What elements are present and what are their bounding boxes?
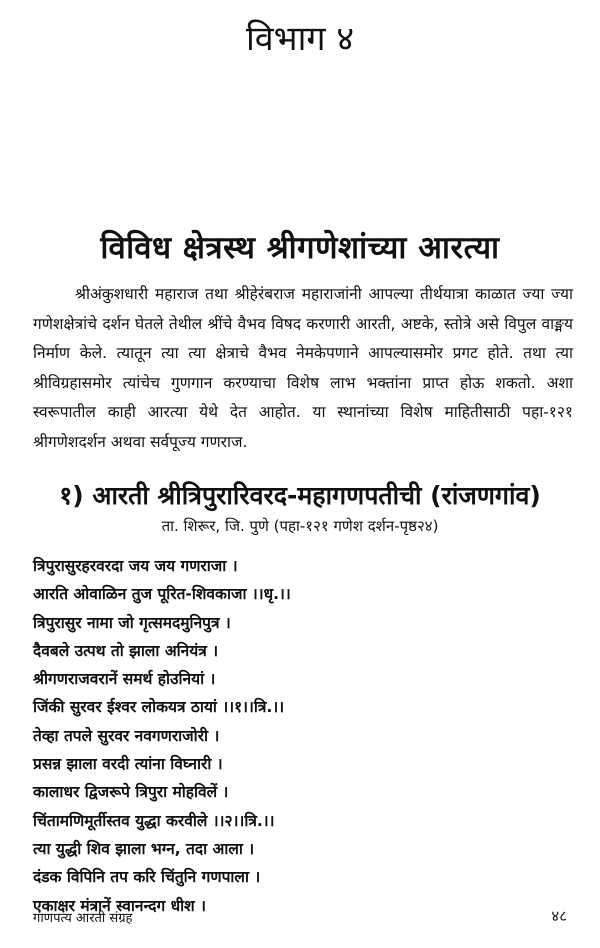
verse-list <box>33 552 573 920</box>
aarti-location: ता. शिरूर, जि. पुणे (पहा-१२१ गणेश दर्शन-पृष्ठ२४) <box>161 517 439 535</box>
verse-line: दैवबले उत्पथ तो झाला अनियंत्र । <box>33 641 219 660</box>
section-title: विभाग ४ <box>245 19 355 59</box>
verse-line: तेव्हा तपले सुरवर नवगणराजोरी । <box>33 726 220 745</box>
intro-paragraph: श्रीअंकुशधारी महाराज तथा श्रीहेरंबराज महाराजांनी आपल्या तीर्थयात्रा काळात ज्या ज्या गणेशक्षेत्रांचे दर्शन घेतले तेथील श्रींचे वैभव विषद करणारी आरती, अष्टके, स्तोत्रे असे विपुल वाङ्मय निर्माण केले. त्यातून त्या त्या क्षेत्राचे वैभव नेमकेपणाने आपल्यासमोर प्रगट होते. तथा त्या श्रीविग्रहासमोर त्यांचेच गुणगान करण्याचा विशेष लाभ भक्तांना प्राप्त होऊ शकतो. अशा स्वरूपातील काही आरत्या येथे देत आहोत. या स्थानांच्या विशेष माहितीसाठी पहा-१२१ श्रीगणेशदर्शन अथवा सर्वपूज्य गणराज. <box>33 285 573 451</box>
verse-line: जिंकी सुरवर ईश्वर लोकयत्र ठायां ।।१।।त्रि.।। <box>33 698 285 717</box>
verse-line: आरति ओवाळिन तुज पूरित-शिवकाजा ।।धृ.।। <box>33 585 291 604</box>
verse-line: प्रसन्न झाला वरदी त्यांना विघ्नारी । <box>33 755 223 774</box>
verse-line: श्रीगणराजवरानें समर्थ होउनियां । <box>33 670 216 689</box>
verse-line: कालाधर द्विजरूपे त्रिपुरा मोहविलें । <box>33 783 229 802</box>
verse-line: त्या युद्धी शिव झाला भग्न, तदा आला । <box>33 839 255 858</box>
book-title-footer: गाणपत्य आरती संग्रह <box>33 911 133 926</box>
aarti-title: १) आरती श्रीत्रिपुरारिवरद-महागणपतीची (रांजणगांव) <box>59 481 541 510</box>
verse-line: त्रिपुरासुरहरवरदा जय जय गणराजा । <box>33 557 238 575</box>
verse-line: दंडक विपिनि तप करि चिंतुनि गणपाला । <box>33 868 261 887</box>
verse-line: त्रिपुरासुर नामा जो गृत्समदमुनिपुत्र । <box>33 613 231 632</box>
page-number: ४८ <box>551 907 567 925</box>
verse-line: एकाक्षर मंत्रानें स्वानन्दग धीश । <box>33 896 206 915</box>
chapter-heading: विविध क्षेत्रस्थ श्रीगणेशांच्या आरत्या <box>100 230 500 266</box>
verse-line: चिंतामणिमूर्तीस्तव युद्धा करवीले ।।२।।त्रि.।। <box>33 811 275 830</box>
